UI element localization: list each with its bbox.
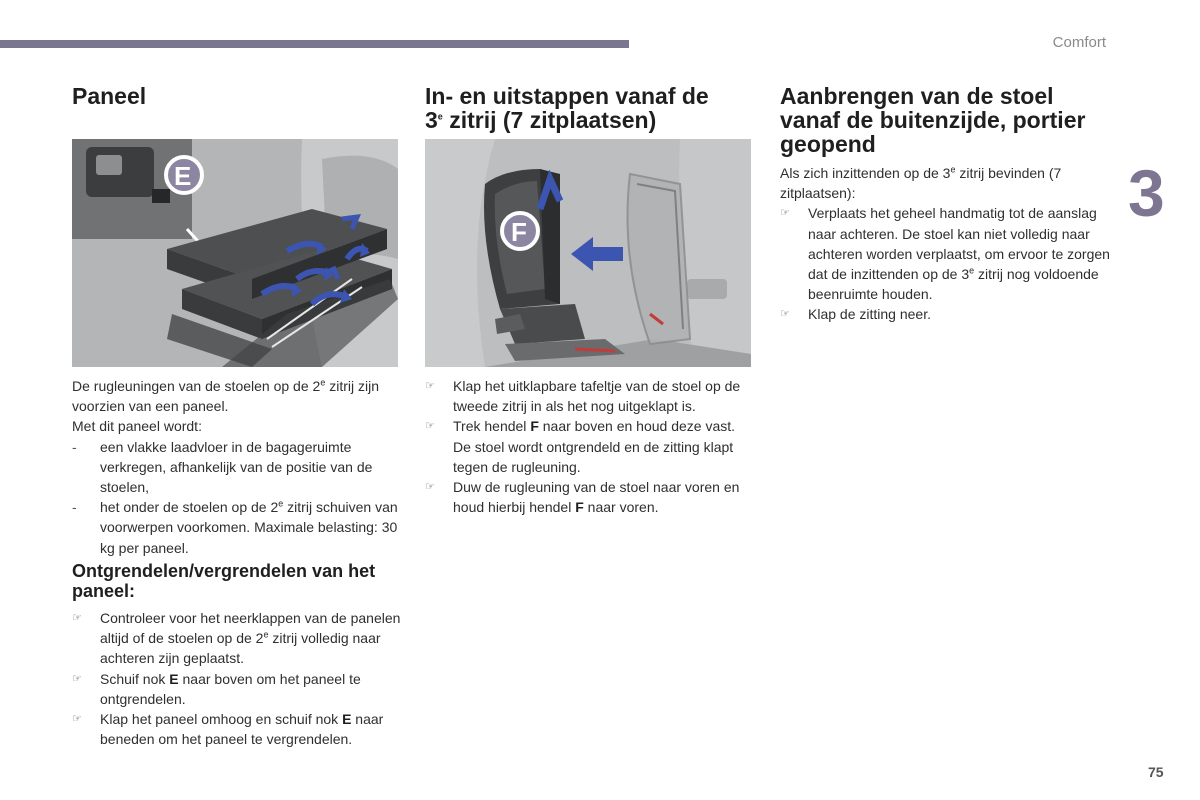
list-item: - het onder de stoelen op de 2e zitrij schuiven van voorwerpen voorkomen. Maximale belasting: 30 kg per paneel.: [72, 498, 398, 556]
column-third-row-access: [425, 83, 755, 516]
dash-marker: -: [72, 438, 77, 455]
pointing-hand-icon: ☞: [780, 308, 790, 321]
badge-f-letter: F: [511, 217, 527, 247]
heading-panel: Paneel: [72, 83, 147, 109]
panel-illustration: [72, 139, 398, 367]
list-item: ☞ Schuif nok E naar boven om het paneel te ontgrendelen.: [72, 670, 361, 707]
panel-intro-1: De rugleuningen van de stoelen op de 2e zitrij zijn voorzien van een paneel.: [72, 377, 379, 415]
section-label: Comfort: [1052, 34, 1106, 51]
pointing-hand-icon: ☞: [425, 380, 435, 392]
folded-seats-drawing: [72, 139, 398, 367]
pointing-hand-icon: ☞: [72, 672, 82, 685]
panel-body: [72, 376, 402, 558]
seat-outside-body: [780, 163, 1110, 325]
third-row-bullet-list: [425, 376, 755, 517]
pointing-hand-icon: ☞: [72, 612, 82, 624]
list-item: ☞ Trek hendel F naar boven en houd deze vast. De stoel wordt ontgrendeld en de zitting klapt tegen de rugleuning.: [425, 418, 736, 475]
chapter-number: 3: [1128, 156, 1165, 230]
header-bar: [0, 40, 629, 48]
pointing-hand-icon: ☞: [425, 481, 435, 494]
pointing-hand-icon: ☞: [72, 713, 82, 726]
list-item: ☞ Verplaats het geheel handmatig tot de aanslag naar achteren. De stoel kan niet volledig naar achteren worden verplaatst, om ervoor te zorgen dat de inzittenden op de 3e zitrij nog voldoende beenruimte houden.: [780, 205, 1110, 303]
list-item: ☞ Duw de rugleuning van de stoel naar voren en houd hierbij hendel F naar voren.: [425, 479, 740, 516]
seat-tilt-illustration: [425, 139, 751, 367]
heading-third-row-access: In- en uitstappen vanaf de 3e zitrij (7 zitplaatsen): [425, 83, 709, 133]
page-number: 75: [1148, 764, 1164, 780]
panel-dash-list: [72, 437, 402, 558]
column-seat-outside: [780, 83, 1110, 323]
list-item: ☞ Klap het uitklapbare tafeltje van de stoel op de tweede zitrij in als het nog uitgeklapt is.: [425, 378, 741, 415]
panel-intro-2: Met dit paneel wordt:: [72, 418, 202, 435]
list-item: - een vlakke laadvloer in de bagageruimte verkregen, afhankelijk van de positie van de stoelen,: [72, 438, 373, 496]
seat-outside-intro: Als zich inzittenden op de 3e zitrij bevinden (7 zitplaatsen):: [780, 164, 1062, 202]
tilting-seat-drawing: [425, 139, 751, 367]
list-item: ☞ Controleer voor het neerklappen van de panelen altijd of de stoelen op de 2e zitrij volledig naar achteren zijn geplaatst.: [72, 610, 401, 667]
column-panel: [72, 83, 401, 748]
dash-marker: -: [72, 499, 77, 516]
badge-e-letter: E: [174, 161, 192, 191]
heading-seat-outside: Aanbrengen van de stoel vanaf de buitenzijde, portier geopend: [780, 83, 1086, 157]
panel-bullet-list: [72, 608, 402, 749]
subheading-unlock-lock: Ontgrendelen/vergrendelen van het paneel:: [72, 561, 376, 601]
seat-outside-bullet-list: [780, 203, 1110, 324]
pointing-hand-icon: ☞: [425, 420, 435, 433]
pointing-hand-icon: ☞: [780, 207, 790, 220]
list-item: ☞ Klap de zitting neer.: [780, 304, 1110, 324]
list-item: ☞ Klap het paneel omhoog en schuif nok E naar beneden om het paneel te vergrendelen.: [72, 711, 384, 748]
